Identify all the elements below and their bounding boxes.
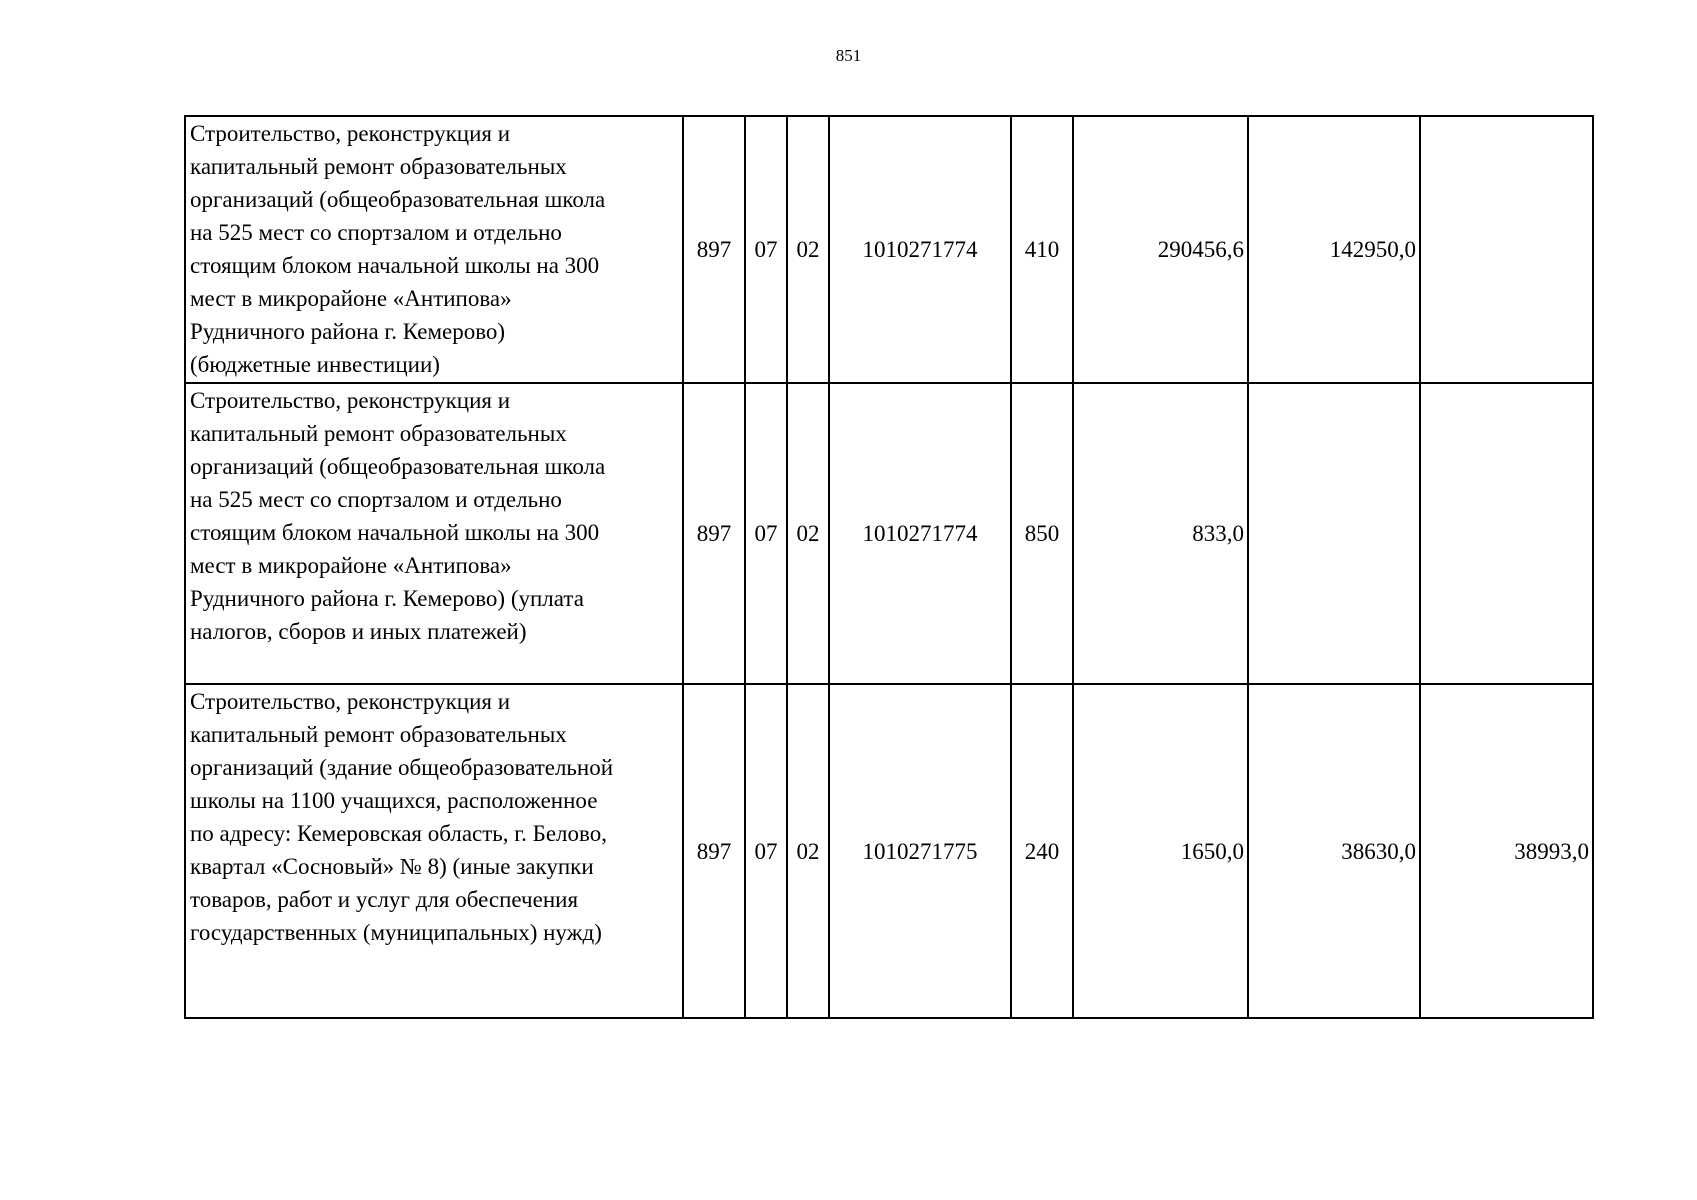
amount-3-cell: [1420, 383, 1593, 684]
description-line: стоящим блоком начальной школы на 300: [190, 520, 600, 545]
description-line: Рудничного района г. Кемерово) (уплата: [190, 586, 584, 611]
description-line: Строительство, реконструкция и: [190, 689, 511, 714]
description-line: Рудничного района г. Кемерово): [190, 319, 506, 344]
section-code-cell: 07: [745, 383, 787, 684]
page-number: 851: [835, 46, 862, 65]
amount-2-cell: [1248, 383, 1420, 684]
description-line: товаров, работ и услуг для обеспечения: [190, 887, 579, 912]
table-row: [185, 383, 1593, 684]
amount-3-cell: [1420, 116, 1593, 383]
description-line: школы на 1100 учащихся, расположенное: [190, 788, 598, 813]
description-cell: [185, 116, 683, 383]
amount-1-cell: 833,0: [1073, 383, 1248, 684]
subsection-code-cell: 02: [787, 116, 829, 383]
expense-type-cell: 850: [1011, 383, 1073, 684]
budget-table: [184, 115, 1594, 1019]
description-line: налогов, сборов и иных платежей): [190, 619, 527, 644]
subsection-code-cell: 02: [787, 684, 829, 1018]
description-cell: [185, 684, 683, 1018]
description-line: организаций (общеобразовательная школа: [190, 187, 606, 212]
target-article-cell: 1010271774: [829, 116, 1011, 383]
description-line: государственных (муниципальных) нужд): [190, 920, 602, 945]
description-line: на 525 мест со спортзалом и отдельно: [190, 487, 562, 512]
description-line: квартал «Сосновый» № 8) (иные закупки: [190, 854, 594, 879]
target-article-cell: 1010271775: [829, 684, 1011, 1018]
amount-2-cell: 38630,0: [1248, 684, 1420, 1018]
description-line: организаций (здание общеобразовательной: [190, 755, 614, 780]
description-line: на 525 мест со спортзалом и отдельно: [190, 220, 562, 245]
description-line: мест в микрорайоне «Антипова»: [190, 286, 512, 311]
table-row: [185, 684, 1593, 1018]
section-code-cell: 07: [745, 684, 787, 1018]
expense-type-cell: 410: [1011, 116, 1073, 383]
description-line: мест в микрорайоне «Антипова»: [190, 553, 512, 578]
description-line: стоящим блоком начальной школы на 300: [190, 253, 600, 278]
ministry-code-cell: 897: [683, 383, 745, 684]
ministry-code-cell: 897: [683, 684, 745, 1018]
description-line: организаций (общеобразовательная школа: [190, 454, 606, 479]
description-line: капитальный ремонт образовательных: [190, 722, 567, 747]
description-line: капитальный ремонт образовательных: [190, 154, 567, 179]
expense-type-cell: 240: [1011, 684, 1073, 1018]
amount-2-cell: 142950,0: [1248, 116, 1420, 383]
section-code-cell: 07: [745, 116, 787, 383]
description-line: (бюджетные инвестиции): [190, 352, 440, 377]
description-line: Строительство, реконструкция и: [190, 388, 511, 413]
description-line: капитальный ремонт образовательных: [190, 421, 567, 446]
amount-1-cell: 1650,0: [1073, 684, 1248, 1018]
description-line: по адресу: Кемеровская область, г. Белово,: [190, 821, 607, 846]
table-row: [185, 116, 1593, 383]
amount-1-cell: 290456,6: [1073, 116, 1248, 383]
description-line: Строительство, реконструкция и: [190, 121, 511, 146]
description-cell: [185, 383, 683, 684]
amount-3-cell: 38993,0: [1420, 684, 1593, 1018]
subsection-code-cell: 02: [787, 383, 829, 684]
target-article-cell: 1010271774: [829, 383, 1011, 684]
ministry-code-cell: 897: [683, 116, 745, 383]
